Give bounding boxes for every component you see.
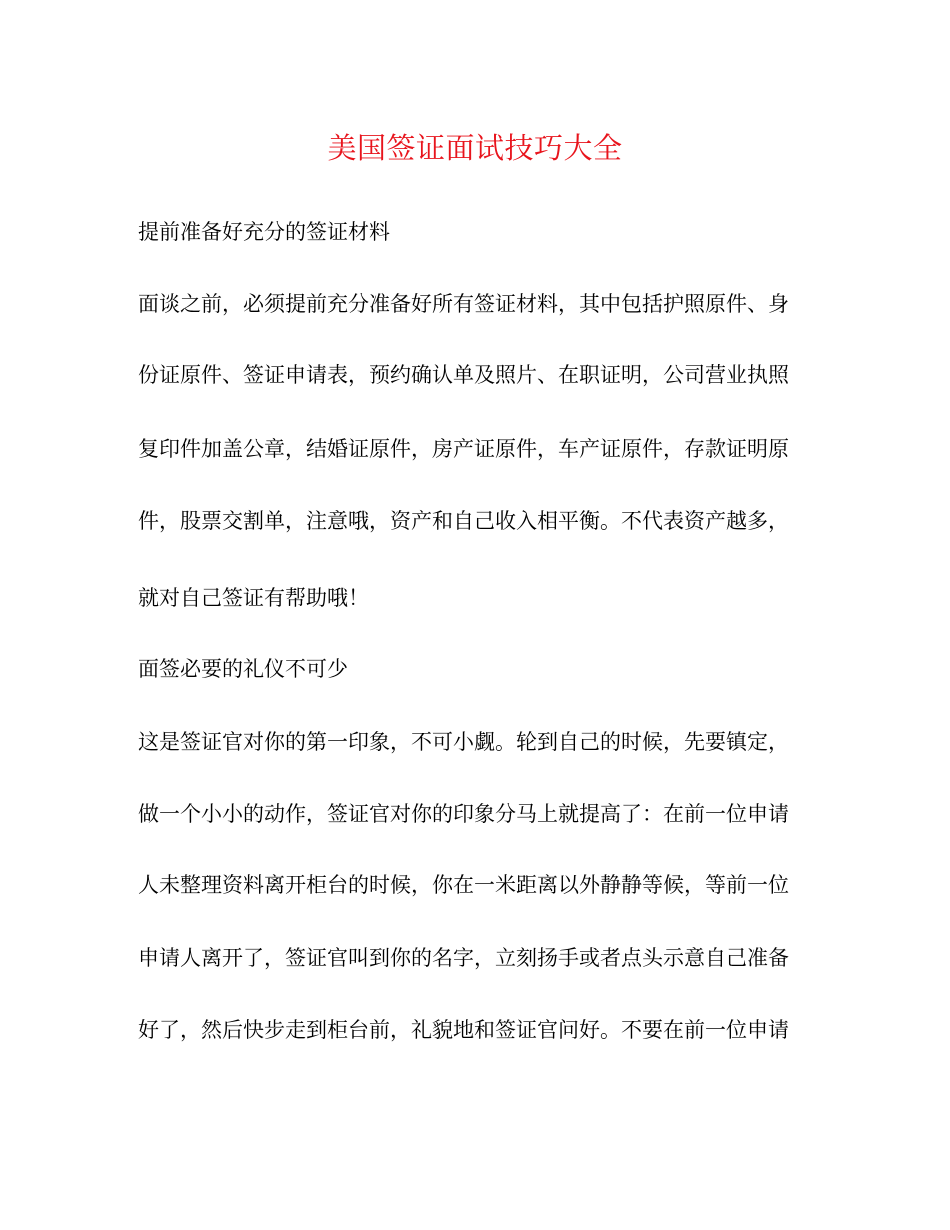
paragraph-line: 人未整理资料离开柜台的时候，你在一米距离以外静静等候，等前一位 [138,873,789,897]
section-heading-etiquette: 面签必要的礼仪不可少 [138,657,348,681]
paragraph-line: 复印件加盖公章，结婚证原件，房产证原件，车产证原件，存款证明原 [138,437,789,461]
paragraph-line: 份证原件、签证申请表，预约确认单及照片、在职证明，公司营业执照 [138,363,789,387]
paragraph-line: 申请人离开了，签证官叫到你的名字，立刻扬手或者点头示意自己准备 [138,946,789,970]
paragraph-line: 好了，然后快步走到柜台前，礼貌地和签证官问好。不要在前一位申请 [138,1018,789,1042]
paragraph-line: 做一个小小的动作，签证官对你的印象分马上就提高了：在前一位申请 [138,802,789,826]
document-title: 美国签证面试技巧大全 [327,131,623,165]
paragraph-line: 面谈之前，必须提前充分准备好所有签证材料，其中包括护照原件、身 [138,292,789,316]
paragraph-line: 就对自己签证有帮助哦！ [138,586,369,610]
paragraph-line: 件，股票交割单，注意哦，资产和自己收入相平衡。不代表资产越多， [138,509,789,533]
section-heading-materials: 提前准备好充分的签证材料 [138,220,390,244]
paragraph-line: 这是签证官对你的第一印象，不可小觑。轮到自己的时候，先要镇定， [138,730,789,754]
